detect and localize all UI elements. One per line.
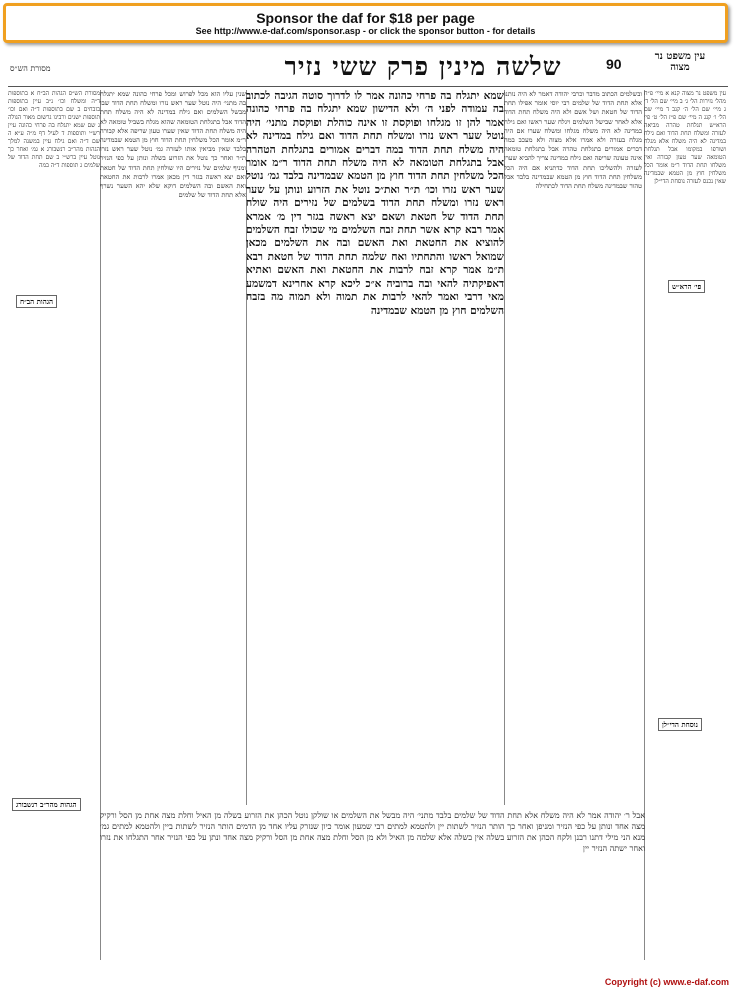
page-header bbox=[8, 50, 728, 84]
copyright-notice[interactable]: Copyright (c) www.e-daf.com bbox=[604, 977, 729, 987]
hagahot-habach-label: הגהות הב״ח bbox=[16, 295, 57, 308]
rosh-commentary-label: פי׳ הרא״ש bbox=[668, 280, 705, 293]
header-left-ref: מסורת הש״ס bbox=[10, 64, 51, 73]
header-right-ref: עין משפט נר מצוה bbox=[654, 51, 706, 73]
commentary-right-column: ובשלמים הכתוב מדבר וכרבי יהודה דאמר לא היה נותנו אלא תחת הדוד של שלמים רבי יוסי אומר אפילו תחת הדוד של חטאת ושל אשם ולא היה משלח תחת הדוד אלא לאחר שבישל השלמים ויגלח שער ראשו ואם גילח במדינה לא היה משלח מגלחו ומשלח שערו אם היה מגלח בעזרה ולא אמרו אלא מצוה ולא מעכב במה דברים אמורים בתגלחת טהרה אבל בתגלחת טומאה אינה טעונה שריפה ואם גילח במדינה צריך להביא שערו לעזרה ולהשליכו תחת הדוד כדתניא אם היה הכל משלחין תחת הדוד חוץ מן הטמא שבמדינה בלבד אבל טהור שבמדינה משלח תחת הדוד לכתחילה bbox=[504, 90, 642, 191]
gemara-text: שמא יתגלח בה פרחי כהונה אמר לו לדרוך סוטה הגיבה לכתוב בה עמודה לפני ה׳ ולא הדישון שמא יתגלח בה פרחי כהונה אמר להן זו מגלחו ופוקסת זו אינה כוהלת ופוקסת מתני׳ היה נוטל שער ראש נזרו ומשלח תחת הדוד ואם גילח במדינה לא היה משלח תחת הדוד במה דברים אמורים בתגלחת הטהרה אבל בתגלחת הטומאה לא היה משלח תחת הדוד ר״מ אומר הכל משלחין תחת הדוד חוץ מן הטמא שבמדינה בלבד גמ׳ נוטל שער ראש נזרו וכו׳ ת״ר ואת״כ נוטל את הזרוע ונותן על שער ראש נזרו ומשלח תחת הדוד בשלמים של נזירים היה שולח תחת הדוד של חטאת ושאם יצא ראשה בגזר דין מ׳ אמרא אמר רבא קרא אשר תחת זבח השלמים מי שכולו זבח השלמים להוציא את החטאת ואת האשם ובה את השלמים מכאן שמואל ראשו והתחתיו ואח שלמה תחת הדוד של חטאת רבא ת״מ אמר קרא זבח לרבות את החטאת ואת האשם ואתיא דאפיקתיה להאי ובה ברוביה א״כ ליכא קרא אחרינא דמשמע מאי דרבי ואמר להאי לרבות את תמוה ולא תמוה מה בזבח השלמים חוץ מן הטמא שבמדינה bbox=[246, 90, 504, 317]
nusach-label: נוסחת הדי״לן bbox=[658, 718, 702, 731]
talmud-page bbox=[8, 50, 728, 975]
page-title: שלשה מינין פרק ששי נזיר bbox=[284, 52, 562, 81]
header-rule bbox=[8, 86, 728, 87]
sponsor-subtitle[interactable]: See http://www.e-daf.com/sponsor.asp - or click the sponsor button - for details bbox=[195, 26, 536, 36]
ein-mishpat-column: עין משפט נר מצוה קנא א מיי׳ פ״ח מהל׳ נזירות הל׳ ג׳ ב מיי׳ שם הל׳ ד׳ ג מיי׳ שם הל׳ ה׳ קנב ד מיי׳ שם הל׳ ו׳ קנג ה מיי׳ שם פ״ז הל׳ ט׳ פי׳ הרא״ש תגלחת טהרה מביאה לעזרה ומשלח תחת הדוד ואם גילח במדינה לא היה משלח אלא מגלח ושורפו במקומו אבל תגלחת הטומאה שער טעון קבורה ואין משלחו תחת הדוד ר״מ אומר הכל משלחין חוץ מן הטמא שבמדינה שאין נכנס לעזרה נוסחת הדי״לן bbox=[644, 90, 726, 185]
hagahot-maharab-label: הגהות מהר״ב רנשבורג bbox=[12, 798, 81, 811]
sponsor-banner[interactable] bbox=[3, 3, 728, 43]
bottom-text-block: אבל ר׳ יהודה אמר לא היה משלח אלא תחת הדוד של שלמים בלבד מתני׳ היה מבשל את השלמים או שולקן נוטל הכהן את הזרוע בשלה מן האיל וחלת מצה אחת מן הסל ורקיק מצה אחד ונותן על כפי הנזיר ומניפן ואחר כך הותר הנזיר לשתות יין ולהטמא למתים רבי שמעון אומר כיון שנזרק עליו אחד מן הדמים הותר הנזיר לשתות ביין ולהטמא למתים גמ׳ מנא הני מילי דתנו רבנן ולקח הכהן את הזרוע בשלה אין בשלה אלא שלמה מן האיל ולא מן הסל וחלת מצה אחת מן הסל ורקיק מצה אחד ונתן על כפי הנזיר אחר התגלחו את נזרו ואחר ישתה הנזיר יין bbox=[100, 811, 645, 854]
commentary-left-column: שנין עליו הוא מכל לפרוש ומכל פרחי כהונה שמא יתגלח בה מתני׳ היה נוטל שער ראש נזרו ומשלח תחת הדוד שבו מבשל השלמים ואם גילח במדינה לא היה משלח תחת הדוד אבל בתגלחת הטומאה שהוא מגלח בשביל טומאה לא היה משלח תחת הדוד שאין שערו טעון שריפה אלא קבורה ר״מ אומר הכל משלחין תחת הדוד חוץ מן הטמא שבמדינה בלבד שאין מביאין אותו לעזרה גמ׳ נוטל שער ראש נזרו ת״ר ואחר כך נוטל את הזרוע בשלה ונותן על כפי הנזיר ומניף שלמים של נזירים היו שולחין תחת הדוד של חטאת ואם יצא ראשה בגזר דין מכאן אמרו לרבות את החטאת ואת האשם ובה השלמים דוקא שלא יהא השער נשרף אלא תחת הדוד של שלמים bbox=[100, 90, 246, 200]
masoret-hashas-column: מסורת הש״ס הגהות הב״ח א בתוספות ד״ה ומשלח וכו׳ נ״ב עיין בתוספות בזבחים ב שם בתוספות ד״ה ואם וכו׳ תוספות ישנים ורבינו גרשום מאור הגולה ג שם שמא יתגלח בה פרחי כהונה עיין רש״י ותוספות ד לעיל דף מ״ה ע״א ה שם ד״ה ואם גילח עיין במשנה למלך הגהות מהר״ב רנשבורג א גמ׳ ואחר כך נוטל עיין ברש״י ב שם תחת הדוד של שלמים ג תוספות ד״ה במה bbox=[8, 90, 100, 169]
sponsor-title[interactable]: Sponsor the daf for $18 per page bbox=[256, 10, 475, 26]
page-number: 90 bbox=[606, 56, 622, 72]
